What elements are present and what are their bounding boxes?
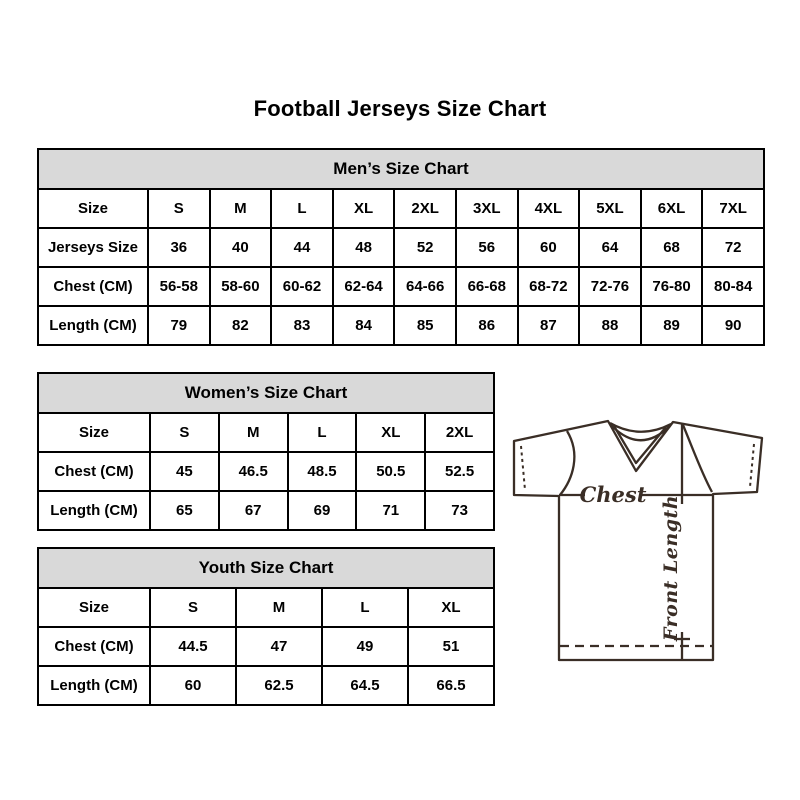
womens-value-cell: M [219, 413, 288, 452]
womens-table [37, 372, 495, 531]
jersey-measurement-diagram [511, 419, 765, 664]
front-length-label: Front Length [660, 494, 682, 642]
womens-value-cell: 65 [150, 491, 219, 530]
mens-value-cell: 80-84 [702, 267, 764, 306]
womens-table-title: Women’s Size Chart [38, 373, 494, 413]
mens-value-cell: 89 [641, 306, 703, 345]
mens-value-cell: 5XL [579, 189, 641, 228]
mens-value-cell: 66-68 [456, 267, 518, 306]
youth-size-table [37, 547, 495, 706]
mens-value-cell: 44 [271, 228, 333, 267]
womens-title-row [38, 373, 494, 413]
womens-value-cell: 67 [219, 491, 288, 530]
mens-value-cell: 85 [394, 306, 456, 345]
youth-value-cell: 62.5 [236, 666, 322, 705]
youth-table-row [38, 588, 494, 627]
mens-value-cell: S [148, 189, 210, 228]
womens-value-cell: L [288, 413, 357, 452]
mens-value-cell: 68 [641, 228, 703, 267]
right-sleeve-seam [683, 425, 712, 492]
mens-table [37, 148, 765, 346]
youth-value-cell: L [322, 588, 408, 627]
mens-value-cell: 58-60 [210, 267, 272, 306]
youth-value-cell: 47 [236, 627, 322, 666]
youth-table [37, 547, 495, 706]
womens-value-cell: 48.5 [288, 452, 357, 491]
mens-value-cell: M [210, 189, 272, 228]
left-sleeve-seam [560, 431, 574, 495]
mens-value-cell: 36 [148, 228, 210, 267]
womens-value-cell: 71 [356, 491, 425, 530]
mens-table-row [38, 228, 764, 267]
page-title: Football Jerseys Size Chart [253, 96, 547, 121]
womens-value-cell: XL [356, 413, 425, 452]
youth-value-cell: M [236, 588, 322, 627]
mens-value-cell: 76-80 [641, 267, 703, 306]
womens-value-cell: 45 [150, 452, 219, 491]
mens-value-cell: 60-62 [271, 267, 333, 306]
womens-size-table [37, 372, 495, 531]
mens-row-label: Chest (CM) [38, 267, 148, 306]
mens-value-cell: 88 [579, 306, 641, 345]
mens-table-row [38, 189, 764, 228]
mens-value-cell: 79 [148, 306, 210, 345]
mens-table-title: Men’s Size Chart [38, 149, 764, 189]
womens-row-label: Length (CM) [38, 491, 150, 530]
mens-value-cell: 64 [579, 228, 641, 267]
mens-value-cell: 72-76 [579, 267, 641, 306]
mens-value-cell: 4XL [518, 189, 580, 228]
womens-table-row [38, 491, 494, 530]
womens-row-label: Size [38, 413, 150, 452]
mens-value-cell: 56 [456, 228, 518, 267]
chest-label: Chest [579, 482, 647, 507]
womens-table-row [38, 452, 494, 491]
mens-value-cell: 87 [518, 306, 580, 345]
womens-value-cell: 73 [425, 491, 494, 530]
mens-value-cell: 83 [271, 306, 333, 345]
mens-value-cell: 68-72 [518, 267, 580, 306]
youth-table-row [38, 627, 494, 666]
mens-row-label: Jerseys Size [38, 228, 148, 267]
womens-table-row [38, 413, 494, 452]
mens-value-cell: 82 [210, 306, 272, 345]
youth-value-cell: 51 [408, 627, 494, 666]
youth-value-cell: 49 [322, 627, 408, 666]
mens-value-cell: 2XL [394, 189, 456, 228]
youth-value-cell: XL [408, 588, 494, 627]
mens-value-cell: 84 [333, 306, 395, 345]
womens-value-cell: 50.5 [356, 452, 425, 491]
mens-row-label: Size [38, 189, 148, 228]
mens-value-cell: 40 [210, 228, 272, 267]
youth-value-cell: 66.5 [408, 666, 494, 705]
mens-value-cell: 56-58 [148, 267, 210, 306]
youth-value-cell: S [150, 588, 236, 627]
jersey-outline-shape [514, 421, 762, 660]
womens-value-cell: 2XL [425, 413, 494, 452]
youth-table-row [38, 666, 494, 705]
youth-value-cell: 44.5 [150, 627, 236, 666]
youth-table-title: Youth Size Chart [38, 548, 494, 588]
youth-title-row [38, 548, 494, 588]
mens-table-row [38, 267, 764, 306]
mens-value-cell: 48 [333, 228, 395, 267]
mens-value-cell: 64-66 [394, 267, 456, 306]
mens-value-cell: 60 [518, 228, 580, 267]
youth-value-cell: 64.5 [322, 666, 408, 705]
youth-row-label: Length (CM) [38, 666, 150, 705]
mens-value-cell: 72 [702, 228, 764, 267]
mens-value-cell: 62-64 [333, 267, 395, 306]
mens-value-cell: XL [333, 189, 395, 228]
youth-value-cell: 60 [150, 666, 236, 705]
mens-row-label: Length (CM) [38, 306, 148, 345]
mens-value-cell: 7XL [702, 189, 764, 228]
mens-value-cell: 52 [394, 228, 456, 267]
left-cuff-stitch [521, 446, 525, 490]
mens-title-row [38, 149, 764, 189]
womens-value-cell: 52.5 [425, 452, 494, 491]
mens-value-cell: 3XL [456, 189, 518, 228]
womens-value-cell: S [150, 413, 219, 452]
right-cuff-stitch [750, 444, 754, 487]
mens-value-cell: 86 [456, 306, 518, 345]
mens-size-table [37, 148, 765, 346]
mens-table-row [38, 306, 764, 345]
womens-value-cell: 46.5 [219, 452, 288, 491]
mens-value-cell: 6XL [641, 189, 703, 228]
youth-row-label: Chest (CM) [38, 627, 150, 666]
womens-row-label: Chest (CM) [38, 452, 150, 491]
mens-value-cell: 90 [702, 306, 764, 345]
womens-value-cell: 69 [288, 491, 357, 530]
youth-row-label: Size [38, 588, 150, 627]
mens-value-cell: L [271, 189, 333, 228]
